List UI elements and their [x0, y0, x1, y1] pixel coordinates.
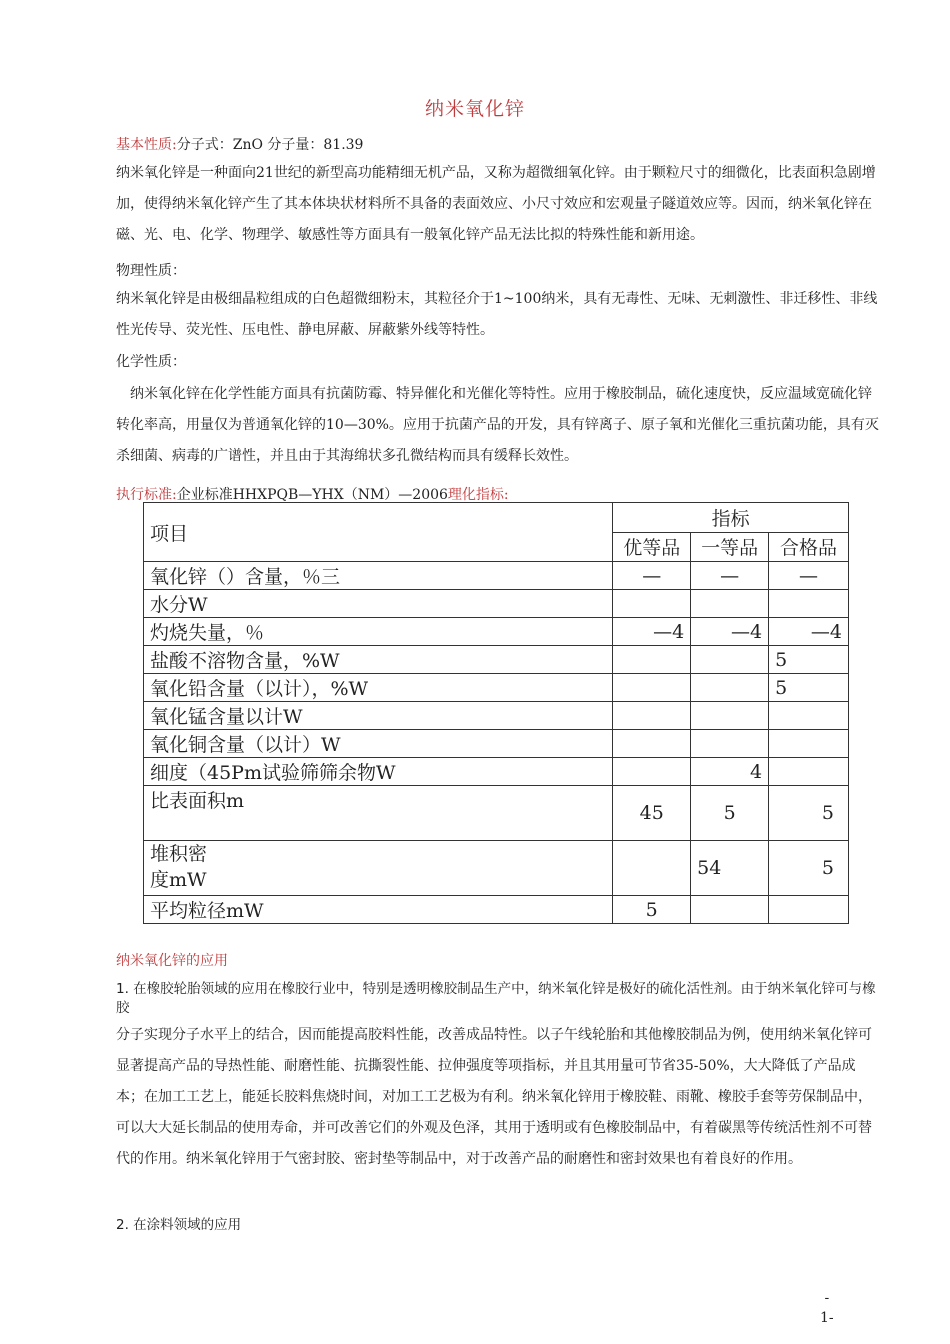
row-c1: 45	[613, 786, 691, 841]
row-c2	[691, 590, 769, 618]
row-c3	[769, 896, 849, 924]
header-index: 指标	[613, 503, 849, 533]
basic-text: 分子式：ZnO 分子量：81.39	[176, 137, 364, 153]
row-c2: 54	[691, 841, 769, 896]
row-name: 细度（45Pm试验筛筛余物W	[144, 758, 613, 786]
page-number-value: 1-	[820, 1310, 834, 1326]
row-c1	[613, 646, 691, 674]
table-row	[144, 618, 849, 646]
row-c3: 5	[769, 646, 849, 674]
intro-paragraph: 纳米氧化锌是一种面向21世纪的新型高功能精细无机产品，又称为超微细氧化锌。由于颗粒尺寸的细微化，比表面积急剧增加，使得纳米氧化锌产生了其本体块状材料所不具备的表面效应、小尺寸效应和宏观量子隧道效应等。因而，纳米氧化锌在磁、光、电、化学、物理学、敏感性等方面具有一般氧化锌产品无法比拟的特殊性能和新用途。	[116, 165, 876, 243]
document-title: 纳米氧化锌	[424, 98, 525, 120]
application-item2-head: 2. 在涂料领域的应用	[116, 1217, 242, 1233]
spec-label: 理化指标:	[447, 487, 509, 503]
spec-table	[143, 502, 849, 924]
row-name: 灼烧失量，％	[144, 618, 613, 646]
chemical-label: 化学性质：	[116, 354, 186, 370]
table-row	[144, 730, 849, 758]
row-name: 氧化锰含量以计W	[144, 702, 613, 730]
row-name: 氧化锌（）含量，％三	[144, 562, 613, 590]
row-c3	[769, 758, 849, 786]
chemical-paragraph: 纳米氧化锌在化学性能方面具有抗菌防霉、特异催化和光催化等特性。应用于橡胶制品，硫化速度快，反应温域宽硫化锌转化率高，用量仅为普通氧化锌的10—30%。应用于抗菌产品的开发，具有锌离子、原子氧和光催化三重抗菌功能，具有灭杀细菌、病毒的广谱性，并且由于其海绵状多孔微结构而具有缓释长效性。	[116, 386, 879, 464]
row-c3: 5	[769, 674, 849, 702]
table-row	[144, 590, 849, 618]
row-c2: —	[691, 562, 769, 590]
row-c1	[613, 702, 691, 730]
row-c2	[691, 646, 769, 674]
row-name: 平均粒径mW	[144, 896, 613, 924]
row-c2: 5	[691, 786, 769, 841]
row-c1	[613, 758, 691, 786]
row-c1: 5	[613, 896, 691, 924]
table-row	[144, 758, 849, 786]
row-name-line2: 度mW	[150, 869, 207, 891]
application-heading: 纳米氧化锌的应用	[116, 953, 228, 969]
row-c2	[691, 730, 769, 758]
table-row	[144, 562, 849, 590]
header-grade2: 一等品	[691, 532, 769, 562]
row-name: 比表面积m	[144, 786, 613, 841]
table-row	[144, 646, 849, 674]
row-name: 氧化铜含量（以计）W	[144, 730, 613, 758]
row-c3: 5	[769, 841, 849, 896]
table-row	[144, 702, 849, 730]
row-c3	[769, 590, 849, 618]
row-c1: —4	[613, 618, 691, 646]
row-c3	[769, 730, 849, 758]
row-name	[144, 841, 613, 896]
physical-paragraph: 纳米氧化锌是由极细晶粒组成的白色超微细粉末，其粒径介于1~100纳米，具有无毒性、无味、无刺激性、非迁移性、非线性光传导、荧光性、压电性、静电屏蔽、屏蔽紫外线等特性。	[116, 291, 878, 338]
table-row	[144, 674, 849, 702]
row-c3: 5	[769, 786, 849, 841]
row-c2: —4	[691, 618, 769, 646]
row-c2: 4	[691, 758, 769, 786]
standard-label: 执行标准:	[116, 487, 177, 503]
row-name: 盐酸不溶物含量，%W	[144, 646, 613, 674]
row-c1	[613, 674, 691, 702]
row-c3: —	[769, 562, 849, 590]
application-item1-body: 分子实现分子水平上的结合，因而能提高胶料性能，改善成品特性。以子午线轮胎和其他橡胶制品为例，使用纳米氧化锌可显著提高产品的导热性能、耐磨性能、抗撕裂性能、拉伸强度等项指标，并且其用量可节省35-50%，大大降低了产品成本；在加工工艺上，能延长胶料焦烧时间，对加工工艺极为有利。纳米氧化锌用于橡胶鞋、雨靴、橡胶手套等劳保制品中，可以大大延长制品的使用寿命，并可改善它们的外观及色泽，其用于透明或有色橡胶制品中，有着碳黑等传统活性剂不可替代的作用。纳米氧化锌用于气密封胶、密封垫等制品中，对于改善产品的耐磨性和密封效果也有着良好的作用。	[116, 1027, 872, 1167]
standard-text: 企业标准HHXPQB—YHX（NM）—2006	[176, 487, 448, 503]
row-c3	[769, 702, 849, 730]
basic-properties	[116, 130, 881, 161]
row-name: 氧化铅含量（以计），%W	[144, 674, 613, 702]
row-c1: —	[613, 562, 691, 590]
row-c1	[613, 841, 691, 896]
table-row	[144, 786, 849, 841]
header-grade1: 优等品	[613, 532, 691, 562]
row-c2	[691, 674, 769, 702]
table-row	[144, 896, 849, 924]
row-c3: —4	[769, 618, 849, 646]
row-name-line1: 堆积密	[150, 843, 208, 865]
application-item1-head: 1. 在橡胶轮胎领域的应用在橡胶行业中，特别是透明橡胶制品生产中，纳米氧化锌是极好的硫化活性剂。由于纳米氧化锌可与橡胶	[116, 981, 876, 1016]
header-grade3: 合格品	[769, 532, 849, 562]
row-c1	[613, 730, 691, 758]
table-row	[144, 841, 849, 896]
header-item: 项目	[144, 503, 613, 562]
physical-label: 物理性质：	[116, 263, 186, 279]
row-c2	[691, 702, 769, 730]
table-header-row	[144, 503, 849, 533]
page-number-dash: -	[824, 1290, 830, 1306]
page-number	[820, 1288, 834, 1328]
row-name: 水分W	[144, 590, 613, 618]
row-c1	[613, 590, 691, 618]
basic-label: 基本性质:	[116, 137, 177, 153]
row-c2	[691, 896, 769, 924]
